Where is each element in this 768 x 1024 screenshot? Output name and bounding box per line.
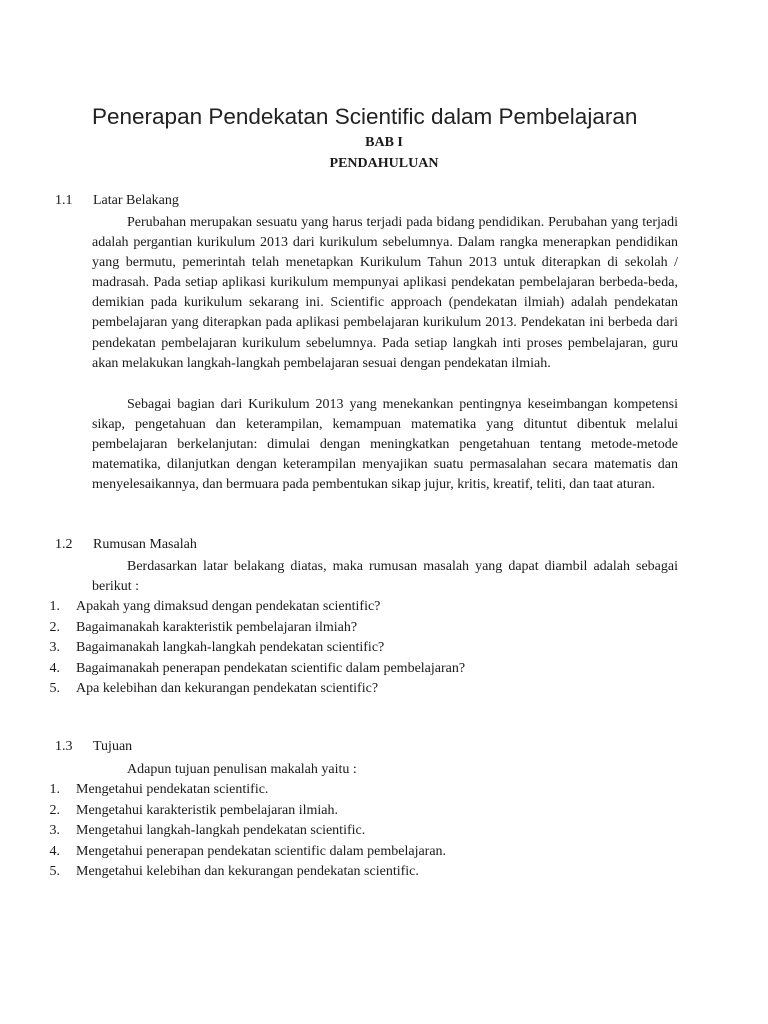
list-text: Mengetahui penerapan pendekatan scientific dalam pembelajaran. [76,843,447,859]
list-number: 5. [49,681,60,697]
section-heading-rumusan-masalah [55,537,197,553]
list-number: 3. [49,640,60,656]
list-number: 1. [49,599,60,614]
paragraph: Perubahan merupakan sesuatu yang harus terjadi pada bidang pendidikan. Perubahan yang terjadi adalah pergantian kurikulum 2013 dari kurikulum sebelumnya. Dalam rangka menerapkan pendidikan yang bermutu, pemerintah telah menetapkan Kurikulum Tahun 2013 untuk diterapkan di sekolah / madrasah. Pada setiap aplikasi kurikulum mempunyai aplikasi pendekatan pembelajaran berbeda-beda, demikian pada kurikulum sekarang ini. Scientific approach (pendekatan ilmiah) adalah pendekatan pembelajaran yang diterapkan pada aplikasi pembelajaran kurikulum 2013. Pendekatan ini berbeda dari pendekatan pembelajaran kurikulum sebelumnya. Pada setiap langkah inti proses pembelajaran, guru akan melakukan langkah-langkah pembelajaran sesuai dengan pendekatan ilmiah. [92,215,678,371]
list-item [0,618,465,639]
section-title: Tujuan [93,739,133,754]
list-number: 2. [49,619,60,635]
list-item [0,780,446,801]
list-text: Mengetahui langkah-langkah pendekatan scientific. [76,823,366,839]
list-number: 4. [49,660,60,676]
list-text: Bagaimanakah penerapan pendekatan scientific dalam pembelajaran? [76,660,466,676]
list-text: Mengetahui karakteristik pembelajaran ilmiah. [76,802,339,818]
list-number: 2. [49,802,60,818]
section-title: Latar Belakang [93,193,179,208]
section-heading-latar-belakang [55,193,179,209]
document-title: Penerapan Pendekatan Scientific dalam Pembelajaran [92,104,638,129]
list-item [0,597,465,618]
list-number: 4. [49,843,60,859]
problem-list [0,597,465,700]
list-text: Mengetahui pendekatan scientific. [76,782,269,797]
section-heading-tujuan [55,739,132,755]
section-title: Rumusan Masalah [93,537,197,552]
list-text: Apakah yang dimaksud dengan pendekatan scientific? [76,599,381,614]
list-text: Bagaimanakah karakteristik pembelajaran ilmiah? [76,619,358,635]
list-item [0,638,465,659]
list-item [0,842,446,863]
section-number: 1.3 [55,739,73,754]
objective-list [0,780,446,883]
list-item [0,801,446,822]
list-number: 1. [49,782,60,797]
chapter-label: BAB I [365,135,403,150]
list-item [0,862,446,883]
section-intro: Berdasarkan latar belakang diatas, maka rumusan masalah yang dapat diambil adalah sebagai berikut : [92,559,678,595]
list-item [0,679,465,700]
section-number: 1.1 [55,193,73,208]
section-number: 1.2 [55,537,73,552]
list-number: 3. [49,823,60,839]
chapter-title: PENDAHULUAN [329,156,439,171]
list-item [0,821,446,842]
list-item [0,659,465,680]
list-text: Bagaimanakah langkah-langkah pendekatan scientific? [76,640,385,656]
list-text: Apa kelebihan dan kekurangan pendekatan scientific? [76,681,379,697]
paragraph: Sebagai bagian dari Kurikulum 2013 yang menekankan pentingnya keseimbangan kompetensi sikap, pengetahuan dan keterampilan, kemampuan matematika yang dituntut dibentuk melalui pembelajaran berkelanjutan: dimulai dengan meningkatkan pengetahuan tentang metode-metode matematika, dilanjutkan dengan keterampilan menyajikan suatu permasalahan secara matematis dan menyelesaikannya, dan bermuara pada pembentukan sikap jujur, kritis, kreatif, teliti, dan taat aturan. [92,397,678,493]
section-intro: Adapun tujuan penulisan makalah yaitu : [127,762,357,777]
list-number: 5. [49,864,60,880]
list-text: Mengetahui kelebihan dan kekurangan pendekatan scientific. [76,864,419,880]
